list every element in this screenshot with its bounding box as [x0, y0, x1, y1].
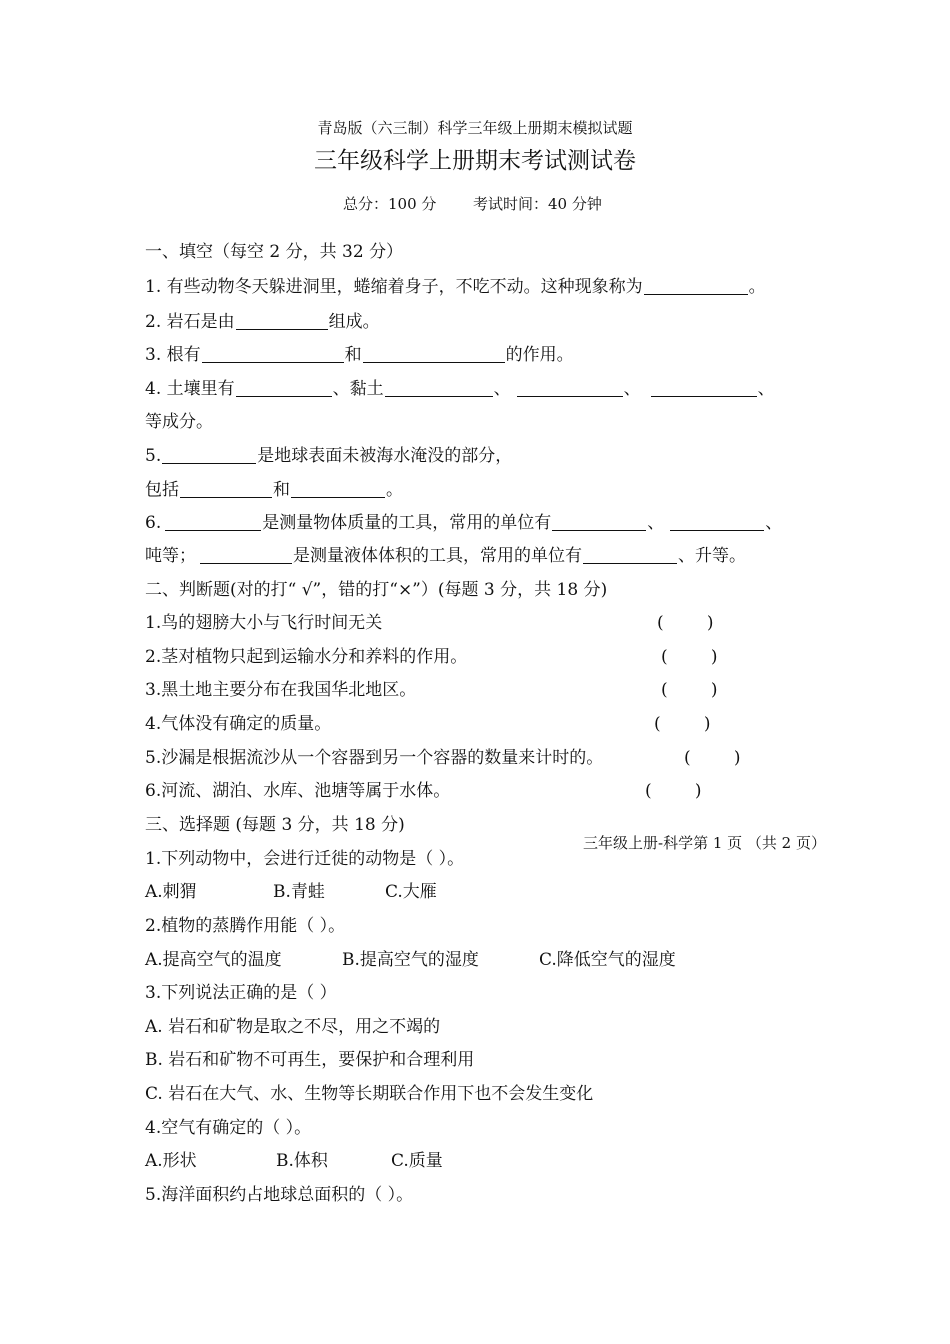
section3-heading: 三、选择题 (每题 3 分，共 18 分)	[145, 815, 405, 835]
choice-question-1: 1.下列动物中，会进行迁徙的动物是（ ）。	[145, 849, 465, 869]
total-score: 总分：100 分	[343, 195, 437, 213]
q4-text-a: 4. 土壤里有	[145, 379, 235, 399]
answer-blank[interactable]	[644, 276, 748, 295]
answer-blank[interactable]	[670, 512, 764, 531]
answer-blank[interactable]	[385, 378, 493, 397]
option-b[interactable]: B.提高空气的湿度	[342, 950, 479, 970]
judge-item-1: 1.鸟的翅膀大小与飞行时间无关	[145, 613, 383, 633]
q3-text-a: 3. 根有	[145, 345, 201, 365]
answer-paren[interactable]: ( )	[654, 714, 711, 734]
choice-question-2: 2.植物的蒸腾作用能（ ）。	[145, 916, 346, 936]
fill-question-6	[145, 512, 782, 534]
option-a[interactable]: A. 岩石和矿物是取之不尽，用之不竭的	[145, 1017, 441, 1037]
q6-text-f: 是测量液体体积的工具，常用的单位有	[293, 546, 582, 566]
answer-blank[interactable]	[291, 479, 385, 498]
q1-text: 1. 有些动物冬天躲进洞里，蜷缩着身子，不吃不动。这种现象称为	[145, 277, 643, 297]
answer-blank[interactable]	[202, 344, 344, 363]
answer-blank[interactable]	[200, 545, 292, 564]
choice-options-2	[145, 949, 676, 971]
exam-subtitle: 青岛版（六三制）科学三年级上册期末模拟试题	[317, 119, 633, 137]
answer-blank[interactable]	[651, 378, 757, 397]
fill-question-5	[145, 445, 512, 467]
judge-item-2: 2.茎对植物只起到运输水分和养料的作用。	[145, 647, 468, 667]
exam-title: 三年级科学上册期末考试测试卷	[314, 148, 636, 174]
option-c[interactable]: C.降低空气的湿度	[539, 950, 676, 970]
option-a[interactable]: A.提高空气的温度	[145, 950, 282, 970]
option-b[interactable]: B. 岩石和矿物不可再生，要保护和合理利用	[145, 1050, 475, 1070]
q1-end: 。	[748, 277, 766, 297]
choice-question-4: 4.空气有确定的（ ）。	[145, 1118, 312, 1138]
option-a[interactable]: A.刺猬	[145, 882, 197, 902]
q3-text-c: 的作用。	[505, 345, 574, 365]
section1-heading: 一、填空（每空 2 分，共 32 分）	[145, 242, 404, 262]
answer-blank[interactable]	[552, 512, 646, 531]
option-b[interactable]: B.青蛙	[273, 882, 325, 902]
q4-text-b: 、黏土	[332, 379, 384, 399]
answer-blank[interactable]	[236, 378, 332, 397]
answer-paren[interactable]: ( )	[661, 680, 718, 700]
q6-text-d: 、	[765, 513, 783, 533]
q6-text-e: 吨等；	[145, 546, 196, 566]
section2-heading: 二、判断题(对的打“ √”，错的打“×”）(每题 3 分，共 18 分)	[145, 580, 608, 600]
choice-options-1	[145, 881, 437, 903]
q6-text-c: 、	[647, 513, 665, 533]
answer-blank[interactable]	[517, 378, 623, 397]
answer-paren[interactable]: ( )	[657, 613, 714, 633]
answer-blank[interactable]	[363, 344, 505, 363]
option-c[interactable]: C.质量	[391, 1151, 443, 1171]
q5-text-d: 和	[273, 480, 290, 500]
fill-question-6-line2	[145, 545, 746, 567]
answer-blank[interactable]	[180, 479, 272, 498]
judge-item-5: 5.沙漏是根据流沙从一个容器到另一个容器的数量来计时的。	[145, 748, 604, 768]
answer-paren[interactable]: ( )	[661, 647, 718, 667]
answer-blank[interactable]	[583, 545, 677, 564]
q4-continuation: 等成分。	[145, 412, 213, 432]
judge-item-3: 3.黑土地主要分布在我国华北地区。	[145, 680, 417, 700]
q5-text-c: 包括	[145, 480, 179, 500]
choice-question-5: 5.海洋面积约占地球总面积的（ ）。	[145, 1185, 414, 1205]
exam-time: 考试时间：40 分钟	[473, 195, 602, 213]
fill-question-2	[145, 311, 380, 333]
option-b[interactable]: B.体积	[276, 1151, 328, 1171]
option-c[interactable]: C.大雁	[385, 882, 437, 902]
q5-text-e: 。	[386, 480, 403, 500]
fill-question-5-line2	[145, 479, 403, 501]
q6-text-a: 6.	[145, 513, 162, 533]
q4-text-c: 、	[493, 379, 511, 399]
option-a[interactable]: A.形状	[145, 1151, 197, 1171]
fill-question-4	[145, 378, 775, 400]
answer-blank[interactable]	[236, 311, 328, 330]
q6-text-g: 、升等。	[678, 546, 746, 566]
page-footer: 三年级上册-科学第 1 页 （共 2 页）	[583, 834, 826, 852]
choice-question-3: 3.下列说法正确的是（ ）	[145, 983, 337, 1003]
q6-text-b: 是测量物体质量的工具，常用的单位有	[262, 513, 552, 533]
answer-blank[interactable]	[165, 512, 261, 531]
fill-question-3	[145, 344, 574, 366]
q4-text-d: 、	[623, 379, 641, 399]
answer-blank[interactable]	[162, 445, 256, 464]
q5-text-a: 5.	[145, 446, 162, 466]
q3-text-b: 和	[344, 345, 362, 365]
judge-item-4: 4.气体没有确定的质量。	[145, 714, 332, 734]
q4-text-e: 、	[757, 379, 775, 399]
q2-text-b: 组成。	[328, 312, 380, 332]
q5-text-b: 是地球表面未被海水淹没的部分，	[257, 446, 513, 466]
choice-options-4	[145, 1150, 443, 1172]
judge-item-6: 6.河流、湖泊、水库、池塘等属于水体。	[145, 781, 451, 801]
answer-paren[interactable]: ( )	[684, 748, 741, 768]
answer-paren[interactable]: ( )	[645, 781, 702, 801]
q2-text-a: 2. 岩石是由	[145, 312, 235, 332]
fill-question-1	[145, 276, 766, 298]
option-c[interactable]: C. 岩石在大气、水、生物等长期联合作用下也不会发生变化	[145, 1084, 594, 1104]
